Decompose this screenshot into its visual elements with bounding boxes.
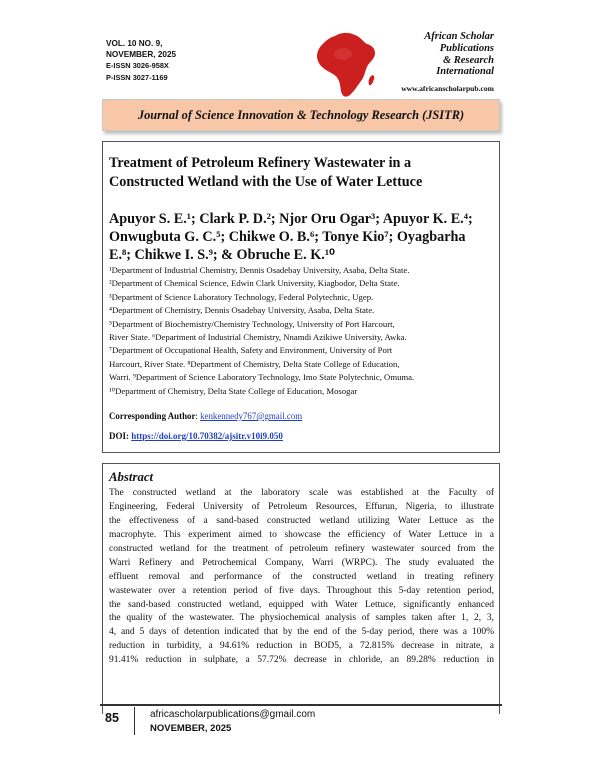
abstract-line: macrophyte. This experiment aimed to showcase the efficiency of Water Lettuce in a (109, 529, 494, 540)
abstract-line: the effectiveness of a sand-based constructed wetland utilizing Water Lettuce as the (109, 515, 494, 526)
corresponding-author (109, 411, 302, 421)
title-line: Treatment of Petroleum Refinery Wastewater in a (109, 155, 412, 171)
doi (109, 431, 283, 441)
abstract-line: 91.41% reduction in sulphate, a 57.72% decrease in chloride, an 89.28% reduction in (109, 655, 494, 666)
volume-number: VOL. 10 NO. 9, (106, 39, 163, 48)
footer-rule (100, 704, 502, 706)
affiliation-line: River State. ⁶Department of Industrial Chemistry, Nnamdi Azikiwe University, Awka. (109, 332, 407, 343)
abstract-line: effluent removal and performance of the constructed wetland in treating refinery (109, 571, 494, 582)
affiliation-line: Harcourt, River State. ⁸Department of Chemistry, Delta State College of Education, (109, 358, 400, 369)
footer-divider (134, 707, 135, 735)
publisher-line: International (436, 66, 494, 78)
publisher-line: Publications (439, 42, 494, 54)
affiliation-line: ⁴Department of Chemistry, Dennis Osadebay University, Asaba, Delta State. (109, 305, 375, 316)
p-issn: P-ISSN 3027-1169 (106, 72, 168, 82)
abstract-line: reduction in turbidity, a 94.61% reduction in BOD5, a 72.815% decrease in nitrate, a (109, 641, 494, 652)
affiliation-line: Warri. ⁹Department of Science Laboratory Technology, Imo State Polytechnic, Omuma. (109, 372, 415, 383)
paper-title (109, 154, 499, 191)
footer-email: africascholarpublications@gmail.com (150, 709, 316, 720)
affiliation-line: ³Department of Science Laboratory Technology, Federal Polytechnic, Ugep. (109, 291, 374, 302)
africa-map-logo-icon (305, 26, 385, 104)
publisher-website[interactable]: www.africanscholarpub.com (401, 84, 494, 93)
affiliation-line: ¹Department of Industrial Chemistry, Dennis Osadebay University, Asaba, Delta State. (109, 265, 410, 275)
publisher-line: & Research (442, 54, 494, 66)
author-list (109, 210, 499, 264)
affiliation-line: ⁷Department of Occupational Health, Safety and Environment, University of Port (109, 345, 393, 356)
affiliation-line: ¹⁰Department of Chemistry, Delta State College of Education, Mosogar (109, 385, 358, 396)
abstract-line: constructed wetland for the treatment of petroleum refinery wastewater sourced from the (109, 543, 494, 554)
author-line: E.⁸; Chikwe I. S.⁹; & Obruche E. K.¹⁰ (109, 247, 335, 263)
author-line: Onwugbuta G. C.⁵; Chikwe O. B.⁶; Tonye Kio⁷; Oyagbarha (109, 229, 466, 245)
e-issn: E-ISSN 3026-958X (106, 61, 169, 71)
doi-link[interactable]: https://doi.org/10.70382/ajsitr.v10i9.050 (131, 431, 283, 441)
abstract-line: The constructed wetland at the laboratory scale was established at the Faculty of (109, 488, 494, 498)
abstract-body (109, 487, 494, 668)
abstract-line: the quality of the wastewater. The physiochemical analysis of samples taken after 1, 2, 3, (109, 613, 494, 624)
title-line: Constructed Wetland with the Use of Water Lettuce (109, 173, 423, 190)
corresponding-separator: : (195, 411, 201, 421)
footer-date: NOVEMBER, 2025 (150, 723, 232, 734)
abstract-line: Engineering, Federal University of Petroleum Resources, Effurun, Nigeria, to illustrate (109, 501, 494, 512)
affiliation-line: ²Department of Chemical Science, Edwin Clark University, Kiagbodor, Delta State. (109, 278, 400, 289)
affiliation-list (109, 264, 501, 398)
abstract-line: Warri Refinery and Petrochemical Company, Warri (WRPC). The study evaluated the (109, 557, 494, 568)
abstract-heading: Abstract (109, 470, 154, 484)
abstract-line: wastewater over a retention period of five days. Throughout this 5-day retention period, (109, 585, 494, 596)
publisher-line: African Scholar (424, 31, 494, 42)
corresponding-email-link[interactable]: kenkennedy767@gmail.com (200, 411, 303, 421)
abstract-line: the sand-based constructed wetland, equipped with Water Lettuce, significantly enhanced (109, 599, 494, 610)
doi-label: DOI: (109, 431, 132, 441)
publisher-name (374, 31, 494, 78)
affiliation-line: ⁵Department of Biochemistry/Chemistry Technology, University of Port Harcourt, (109, 318, 395, 329)
issue-date: NOVEMBER, 2025 (106, 50, 177, 60)
volume-info (106, 38, 306, 83)
author-line: Apuyor S. E.¹; Clark P. D.²; Njor Oru Ogar³; Apuyor K. E.⁴; (109, 211, 473, 227)
abstract-line: 4, and 5 days of detention indicated that by the end of the 5-day period, there was a 100% (109, 627, 494, 638)
corresponding-label: Corresponding Author (109, 411, 196, 421)
page-number: 85 (105, 711, 119, 725)
journal-title-banner (102, 99, 500, 131)
journal-title: Journal of Science Innovation & Technology Research (JSITR) (137, 107, 465, 122)
